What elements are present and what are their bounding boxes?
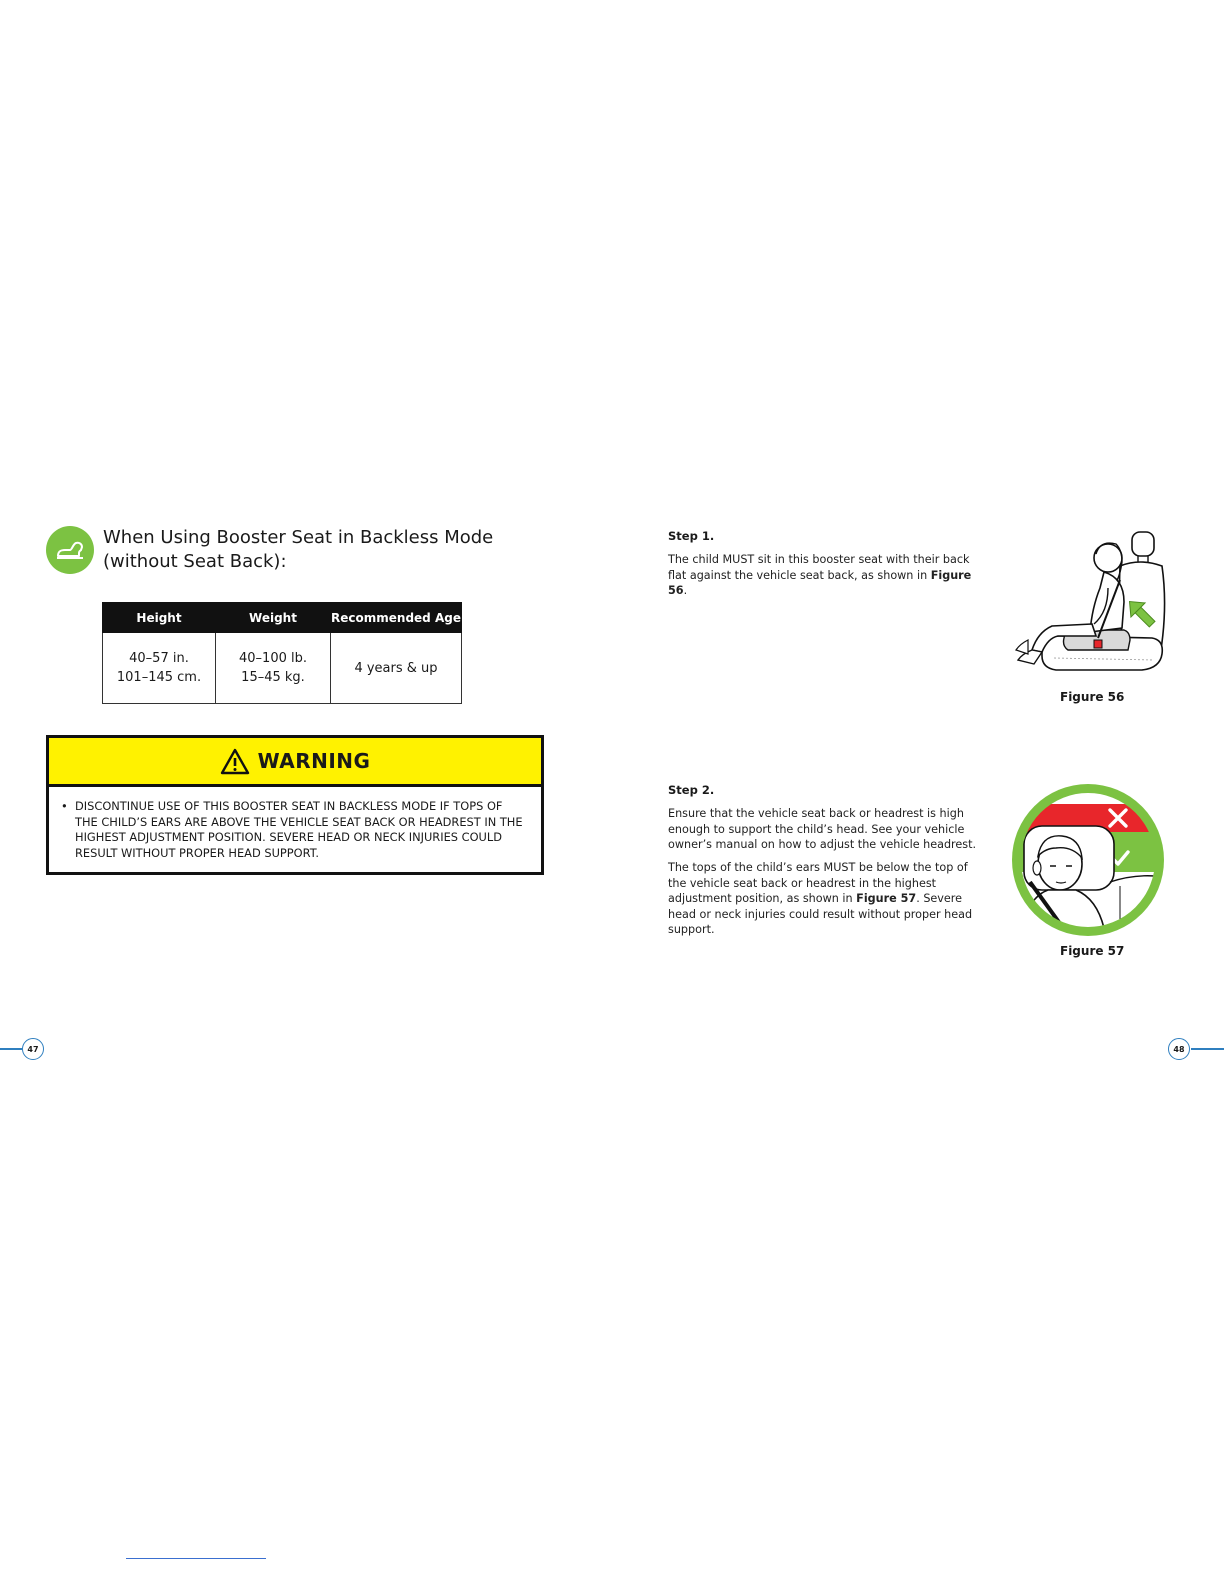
warning-box (46, 735, 544, 875)
step2-para2 (668, 860, 988, 938)
height-metric: 101–145 cm. (116, 670, 202, 685)
warning-text-block (49, 787, 541, 861)
cell-age: 4 years & up (331, 633, 462, 704)
height-imperial: 40–57 in. (129, 651, 189, 666)
figure56-child-in-booster-illustration (1012, 528, 1168, 674)
section-title (103, 526, 523, 574)
section-title-line1: When Using Booster Seat in Backless Mode (103, 527, 494, 548)
step2-para2-main: The tops of the child’s ears MUST be below the top of the vehicle seat back or headrest in the highest adjustment position, as shown in (668, 861, 968, 905)
step2-para1: Ensure that the vehicle seat back or headrest is high enough to support the child’s head. See your vehicle owner’s manual on how to adjust the vehicle headrest. (668, 807, 977, 851)
figure57-caption: Figure 57 (1060, 944, 1125, 958)
page-number-rule (1191, 1048, 1224, 1050)
bullet: • (61, 799, 68, 813)
figure56-caption: Figure 56 (1060, 690, 1125, 704)
page-number-rule (0, 1048, 22, 1050)
cell-weight (216, 633, 331, 704)
table-row (103, 633, 462, 704)
step2-label: Step 2. (668, 783, 715, 797)
header-height: Height (103, 603, 216, 633)
step1-text (668, 552, 990, 599)
warning-text: DISCONTINUE USE OF THIS BOOSTER SEAT IN BACKLESS MODE IF TOPS OF THE CHILD’S EARS ARE ABOVE THE VEHICLE SEAT BACK OR HEADREST IN THE HIGHEST ADJUSTMENT POSITION. SEVERE HEAD OR NECK INJURIES COULD RESULT WITHOUT PROPER HEAD SUPPORT. (75, 799, 523, 860)
page-number-right: 48 (1168, 1038, 1190, 1060)
weight-imperial: 40–100 lb. (239, 651, 307, 666)
figure57-headrest-check-illustration (1010, 782, 1166, 938)
page-number-left: 47 (22, 1038, 44, 1060)
figure56-ref: Figure 56 (668, 568, 972, 597)
weight-metric: 15–45 kg. (241, 670, 305, 685)
warning-header (49, 738, 541, 787)
fit-requirements-table (102, 602, 462, 704)
warning-triangle-icon (220, 748, 250, 775)
step1-text-end: . (683, 584, 688, 597)
figure57-ref: Figure 57 (856, 892, 917, 905)
header-recommended-age: Recommended Age (331, 603, 462, 633)
warning-title: WARNING (257, 749, 371, 773)
underline-rule (126, 1558, 266, 1559)
step2-para2-end: . Severe head or neck injuries could result without proper head support. (668, 892, 973, 936)
step1-text-main: The child MUST sit in this booster seat with their back flat against the vehicle seat back, as shown in (668, 553, 970, 582)
step1-label: Step 1. (668, 529, 715, 543)
section-title-line2: (without Seat Back): (103, 551, 287, 572)
booster-seat-icon (46, 526, 94, 574)
header-weight: Weight (216, 603, 331, 633)
cell-height (103, 633, 216, 704)
